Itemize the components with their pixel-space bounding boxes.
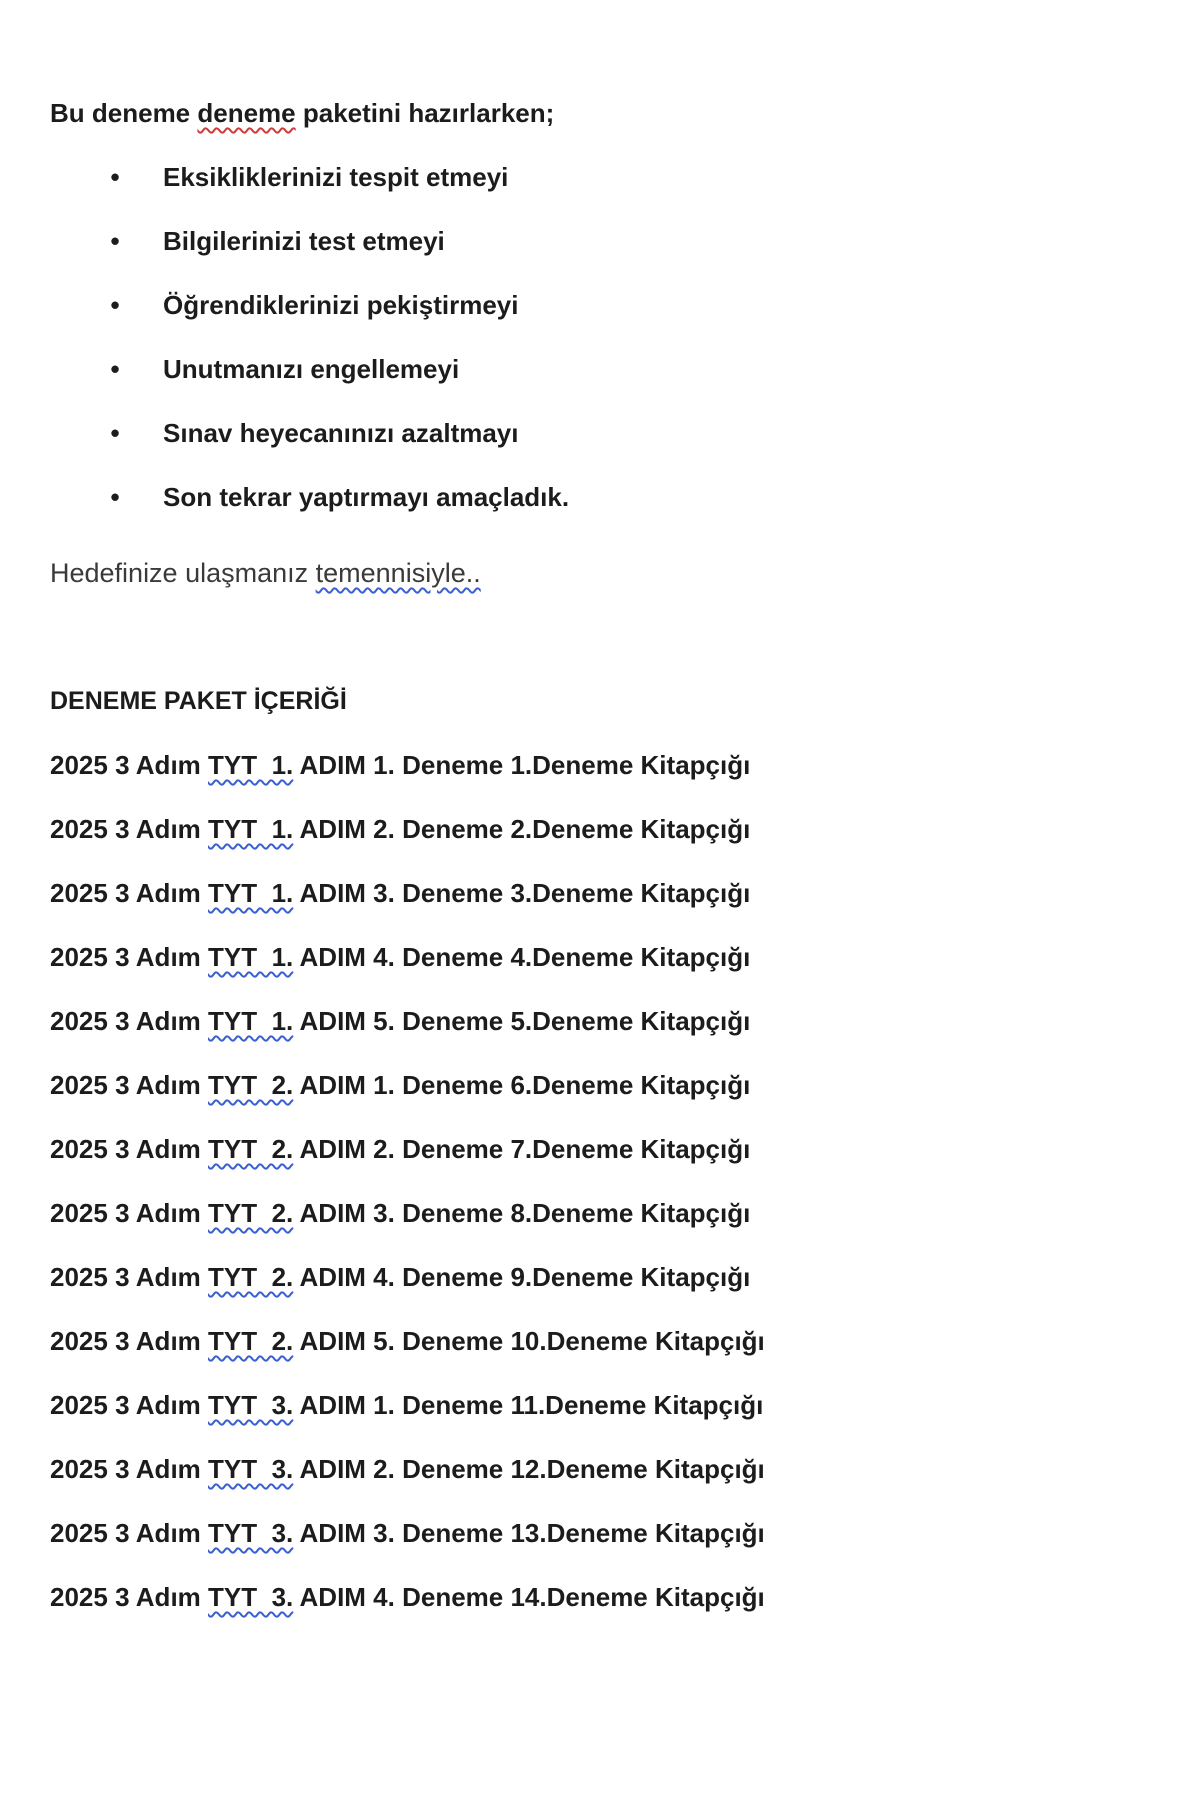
goal-text: Son tekrar yaptırmayı amaçladık. [163,482,570,512]
content-item [50,1323,1150,1359]
intro-text-start: Bu deneme [50,98,198,128]
goal-item [50,351,1150,387]
content-item [50,1259,1150,1295]
item-title: ADIM 1. Deneme 1.Deneme Kitapçığı [293,750,751,780]
item-prefix: 2025 3 Adım [50,1262,209,1292]
item-prefix: 2025 3 Adım [50,1390,209,1420]
content-item [50,1579,1150,1615]
goal-text: Eksikliklerinizi tespit etmeyi [163,162,509,192]
content-item [50,1515,1150,1551]
bullet-icon: • [110,354,120,384]
item-prefix: 2025 3 Adım [50,1006,209,1036]
goal-item [50,223,1150,259]
content-item [50,1451,1150,1487]
goal-item [50,287,1150,323]
bullet-icon: • [110,162,120,192]
item-title: ADIM 3. Deneme 8.Deneme Kitapçığı [293,1198,751,1228]
item-prefix: 2025 3 Adım [50,1518,209,1548]
item-title: ADIM 3. Deneme 13.Deneme Kitapçığı [293,1518,765,1548]
goal-item [50,159,1150,195]
item-prefix: 2025 3 Adım [50,1070,209,1100]
content-item [50,1387,1150,1423]
item-flagged-text: TYT 1. [208,814,294,844]
item-title: ADIM 5. Deneme 5.Deneme Kitapçığı [293,1006,751,1036]
document-page [50,95,1150,1643]
item-flagged-text: TYT 3. [208,1390,294,1420]
goals-list [50,159,1150,515]
item-title: ADIM 2. Deneme 12.Deneme Kitapçığı [293,1454,765,1484]
item-flagged-text: TYT 2. [208,1262,294,1292]
intro-paragraph [50,95,1150,131]
grammar-flagged-word: temennisiyle.. [315,558,481,588]
goal-text: Öğrendiklerinizi pekiştirmeyi [163,290,519,320]
content-item [50,811,1150,847]
package-contents-list [50,747,1150,1615]
goal-item [50,415,1150,451]
item-flagged-text: TYT 1. [208,942,294,972]
section-title: DENEME PAKET İÇERİĞİ [50,687,347,715]
item-flagged-text: TYT 1. [208,878,294,908]
item-flagged-text: TYT 3. [208,1454,294,1484]
item-flagged-text: TYT 1. [208,750,294,780]
intro-text-end: paketini hazırlarken; [295,98,555,128]
content-item [50,939,1150,975]
closing-text: Hedefinize ulaşmanız [50,558,316,588]
goal-text: Sınav heyecanınızı azaltmayı [163,418,519,448]
item-flagged-text: TYT 2. [208,1134,294,1164]
goal-text: Unutmanızı engellemeyi [163,354,460,384]
content-item [50,875,1150,911]
item-prefix: 2025 3 Adım [50,1326,209,1356]
content-item [50,1003,1150,1039]
item-prefix: 2025 3 Adım [50,878,209,908]
item-title: ADIM 4. Deneme 4.Deneme Kitapçığı [293,942,751,972]
item-prefix: 2025 3 Adım [50,942,209,972]
item-flagged-text: TYT 1. [208,1006,294,1036]
item-title: ADIM 1. Deneme 11.Deneme Kitapçığı [293,1390,764,1420]
item-title: ADIM 1. Deneme 6.Deneme Kitapçığı [293,1070,751,1100]
item-flagged-text: TYT 2. [208,1326,294,1356]
bullet-icon: • [110,482,120,512]
item-prefix: 2025 3 Adım [50,1582,209,1612]
goal-item [50,479,1150,515]
content-item [50,747,1150,783]
item-prefix: 2025 3 Adım [50,1134,209,1164]
item-prefix: 2025 3 Adım [50,814,209,844]
item-flagged-text: TYT 3. [208,1518,294,1548]
item-prefix: 2025 3 Adım [50,1198,209,1228]
item-prefix: 2025 3 Adım [50,750,209,780]
item-flagged-text: TYT 3. [208,1582,294,1612]
item-title: ADIM 4. Deneme 9.Deneme Kitapçığı [293,1262,751,1292]
content-item [50,1195,1150,1231]
item-title: ADIM 2. Deneme 2.Deneme Kitapçığı [293,814,751,844]
goal-text: Bilgilerinizi test etmeyi [163,226,445,256]
spell-flagged-word: deneme [197,98,296,128]
bullet-icon: • [110,418,120,448]
closing-line [50,555,1150,591]
item-prefix: 2025 3 Adım [50,1454,209,1484]
bullet-icon: • [110,226,120,256]
bullet-icon: • [110,290,120,320]
content-item [50,1131,1150,1167]
item-flagged-text: TYT 2. [208,1198,294,1228]
item-title: ADIM 5. Deneme 10.Deneme Kitapçığı [293,1326,765,1356]
item-title: ADIM 2. Deneme 7.Deneme Kitapçığı [293,1134,751,1164]
item-flagged-text: TYT 2. [208,1070,294,1100]
content-item [50,1067,1150,1103]
item-title: ADIM 4. Deneme 14.Deneme Kitapçığı [293,1582,765,1612]
item-title: ADIM 3. Deneme 3.Deneme Kitapçığı [293,878,751,908]
